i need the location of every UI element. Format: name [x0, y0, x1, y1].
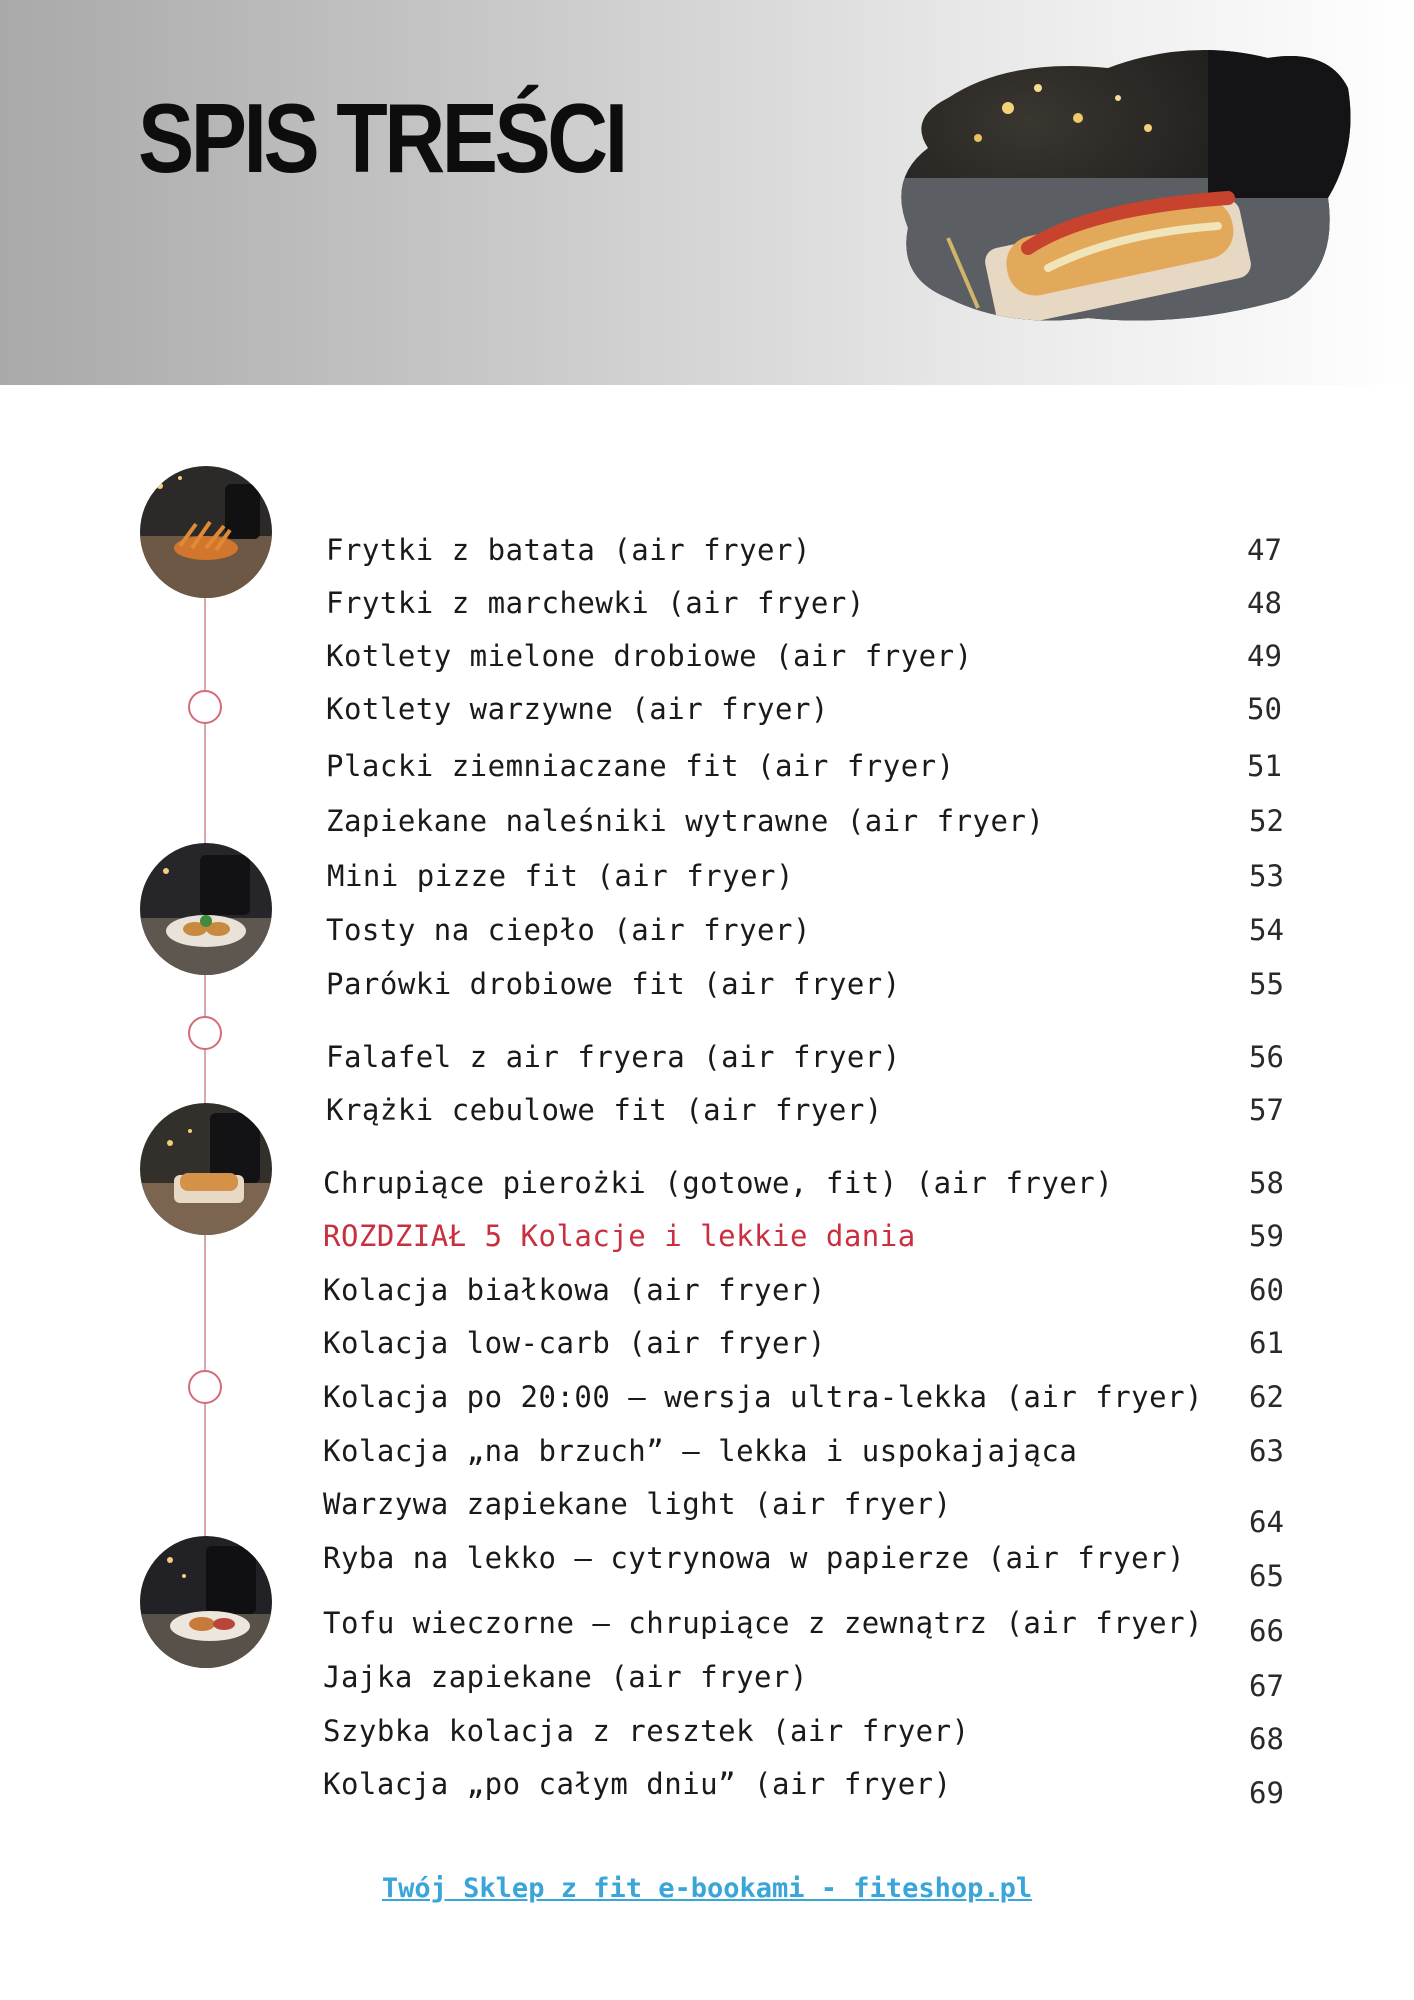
toc-entry-page: 60 [1249, 1273, 1284, 1307]
toc-entry-title: Szybka kolacja z resztek (air fryer) [323, 1714, 970, 1748]
toc-entry-page: 67 [1249, 1669, 1284, 1703]
toc-entry-page: 62 [1249, 1380, 1284, 1414]
toc-entry-title: Ryba na lekko – cytrynowa w papierze (air fryer) [323, 1541, 1186, 1575]
toc-entry-title: Kotlety mielone drobiowe (air fryer) [326, 639, 973, 673]
toc-entry[interactable] [0, 1380, 1414, 1420]
toc-entry[interactable] [0, 1714, 1414, 1754]
toc-entry-page: 63 [1249, 1434, 1284, 1468]
toc-entry[interactable] [0, 1606, 1414, 1646]
toc-entry-title: Frytki z marchewki (air fryer) [326, 586, 865, 620]
toc-entry-page: 53 [1249, 859, 1284, 893]
toc-entry-title: Placki ziemniaczane fit (air fryer) [326, 749, 955, 783]
toc-entry-title: Tofu wieczorne – chrupiące z zewnątrz (air fryer) [323, 1606, 1204, 1640]
toc-chapter-title: ROZDZIAŁ 5 Kolacje i lekkie dania [323, 1219, 916, 1253]
toc-entry-page: 52 [1249, 804, 1284, 838]
toc-entry[interactable] [0, 859, 1414, 899]
toc-entry-title: Chrupiące pierożki (gotowe, fit) (air fryer) [323, 1166, 1114, 1200]
toc-entry[interactable] [0, 1093, 1414, 1133]
toc-entry[interactable] [0, 1326, 1414, 1366]
toc-entry-title: Tosty na ciepło (air fryer) [326, 913, 811, 947]
toc-entry-page: 68 [1249, 1722, 1284, 1756]
header-banner [0, 0, 1414, 385]
toc-entry[interactable] [0, 1040, 1414, 1080]
toc-entry[interactable] [0, 1166, 1414, 1206]
toc-entry-title: Kolacja low-carb (air fryer) [323, 1326, 826, 1360]
toc-entry-title: Kotlety warzywne (air fryer) [326, 692, 829, 726]
toc-entry-page: 59 [1249, 1219, 1284, 1253]
toc-entry-title: Parówki drobiowe fit (air fryer) [326, 967, 901, 1001]
toc-entry[interactable] [0, 967, 1414, 1007]
toc-entry[interactable] [0, 804, 1414, 844]
toc-entry-title: Kolacja „na brzuch” – lekka i uspokajająca [323, 1434, 1078, 1468]
toc-entry-title: Falafel z air fryera (air fryer) [326, 1040, 901, 1074]
toc-entry[interactable] [0, 586, 1414, 626]
toc-entry-page: 48 [1247, 586, 1282, 620]
page-title: SPIS TREŚCI [138, 83, 625, 193]
toc-entry[interactable] [0, 1767, 1414, 1810]
thumbnail-fries [140, 466, 272, 598]
toc-entry-title: Kolacja po 20:00 – wersja ultra-lekka (air fryer) [323, 1380, 1204, 1414]
toc-entry[interactable] [0, 639, 1414, 679]
toc-entry-page: 61 [1249, 1326, 1284, 1360]
toc-entry[interactable] [0, 913, 1414, 953]
toc-entry-page: 57 [1249, 1093, 1284, 1127]
hero-food-photo [888, 28, 1358, 338]
toc-entry[interactable] [0, 1487, 1414, 1539]
toc-entry-title: Jajka zapiekane (air fryer) [323, 1660, 808, 1694]
toc-entry-page: 56 [1249, 1040, 1284, 1074]
toc-entry[interactable] [0, 1434, 1414, 1474]
toc-entry-title: Zapiekane naleśniki wytrawne (air fryer) [326, 804, 1045, 838]
toc-entry-title: Kolacja „po całym dniu” (air fryer) [323, 1767, 952, 1801]
toc-entry-page: 69 [1249, 1776, 1284, 1810]
toc-entry[interactable] [0, 749, 1414, 789]
toc-entry-page: 55 [1249, 967, 1284, 1001]
toc-entry-page: 64 [1249, 1505, 1284, 1539]
toc-entry[interactable] [0, 533, 1414, 573]
toc-entry-page: 49 [1247, 639, 1282, 673]
toc-entry[interactable] [0, 692, 1414, 732]
toc-entry-page: 65 [1249, 1559, 1284, 1593]
toc-entry-title: Kolacja białkowa (air fryer) [323, 1273, 826, 1307]
footer-shop-link[interactable]: Twój Sklep z fit e-bookami - fiteshop.pl [381, 1873, 1033, 1904]
toc-entry-title: Krążki cebulowe fit (air fryer) [326, 1093, 883, 1127]
toc-entry-title: Frytki z batata (air fryer) [326, 533, 811, 567]
toc-entry-page: 50 [1247, 692, 1282, 726]
toc-chapter-entry[interactable] [0, 1219, 1414, 1259]
toc-entry[interactable] [0, 1273, 1414, 1313]
toc-entry-page: 58 [1249, 1166, 1284, 1200]
toc-entry-page: 66 [1249, 1614, 1284, 1648]
toc-entry-page: 51 [1247, 749, 1282, 783]
toc-entry-page: 54 [1249, 913, 1284, 947]
toc-entry-title: Mini pizze fit (air fryer) [327, 859, 794, 893]
toc-entry-page: 47 [1247, 533, 1282, 567]
toc-entry[interactable] [0, 1541, 1414, 1593]
toc-entry[interactable] [0, 1660, 1414, 1703]
toc-entry-title: Warzywa zapiekane light (air fryer) [323, 1487, 952, 1521]
